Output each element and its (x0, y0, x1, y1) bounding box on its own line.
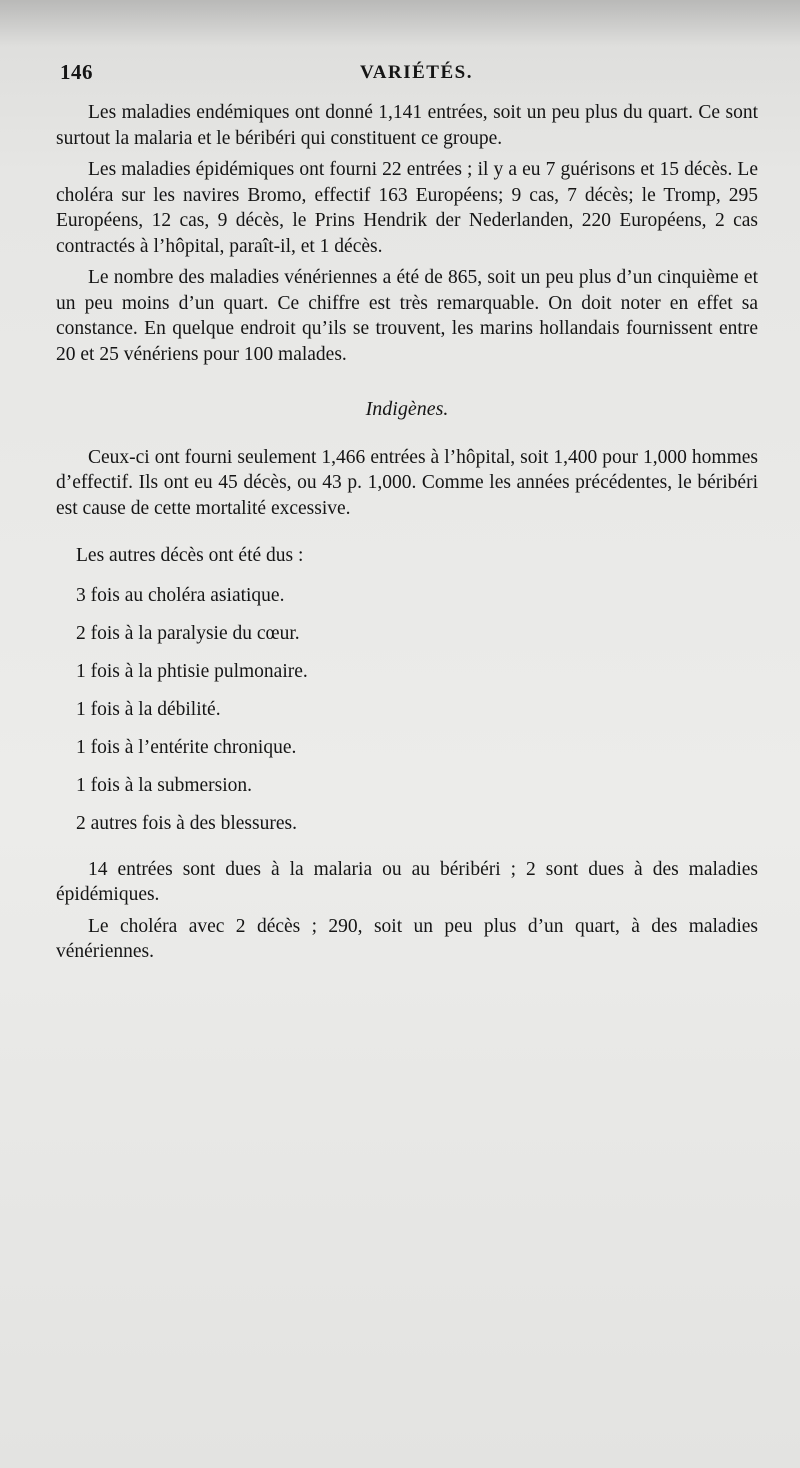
paragraph-epidemic: Les maladies épidémiques ont fourni 22 entrées ; il y a eu 7 guérisons et 15 décès. Le choléra sur les navires Bromo, effectif 163 Européens; 9 cas, 7 décès; le Tromp, 295 Européens, 12 cas, 9 décès, le Prins Hendrik der Nederlanden, 220 Européens, 2 cas contractés à l’hôpital, paraît-il, et 1 décès. (56, 159, 758, 257)
section-title: Indigènes. (365, 398, 449, 420)
page-header (60, 60, 760, 92)
paragraph-indigenes: Ceux-ci ont fourni seulement 1,466 entrées à l’hôpital, soit 1,400 pour 1,000 hommes d’effectif. Ils ont eu 45 décès, ou 43 p. 1,000. Comme les années précédentes, le béribéri est cause de cette mortalité excessive. (56, 446, 758, 519)
running-head: VARIÉTÉS. (360, 62, 473, 83)
list-item: 1 fois à la débilité. (76, 698, 221, 720)
list-item: 2 autres fois à des blessures. (76, 812, 297, 834)
page-number: 146 (60, 60, 93, 84)
paragraph-endemic: Les maladies endémiques ont donné 1,141 entrées, soit un peu plus du quart. Ce sont surtout la malaria et le béribéri qui constituent ce groupe. (56, 102, 758, 149)
body-text (56, 100, 758, 971)
list-intro: Les autres décès ont été dus : (76, 545, 304, 566)
paragraph-malaria: 14 entrées sont dues à la malaria ou au béribéri ; 2 sont dues à des maladies épidémiques. (56, 858, 758, 905)
paragraph-cholera: Le choléra avec 2 décès ; 290, soit un peu plus d’un quart, à des maladies vénériennes. (56, 915, 758, 962)
list-item: 1 fois à la submersion. (76, 774, 253, 796)
deaths-list (56, 583, 758, 837)
list-item: 3 fois au choléra asiatique. (76, 584, 285, 606)
list-item: 1 fois à la phtisie pulmonaire. (76, 660, 308, 682)
paragraph-venereal: Le nombre des maladies vénériennes a été de 865, soit un peu plus d’un cinquième et un peu moins d’un quart. Ce chiffre est très remarquable. On doit noter en effet sa constance. En quelque endroit qu’ils se trouvent, les marins hollandais fournissent entre 20 et 25 vénériens pour 100 malades. (56, 267, 758, 365)
list-item: 1 fois à l’entérite chronique. (76, 736, 297, 758)
list-item: 2 fois à la paralysie du cœur. (76, 622, 300, 644)
